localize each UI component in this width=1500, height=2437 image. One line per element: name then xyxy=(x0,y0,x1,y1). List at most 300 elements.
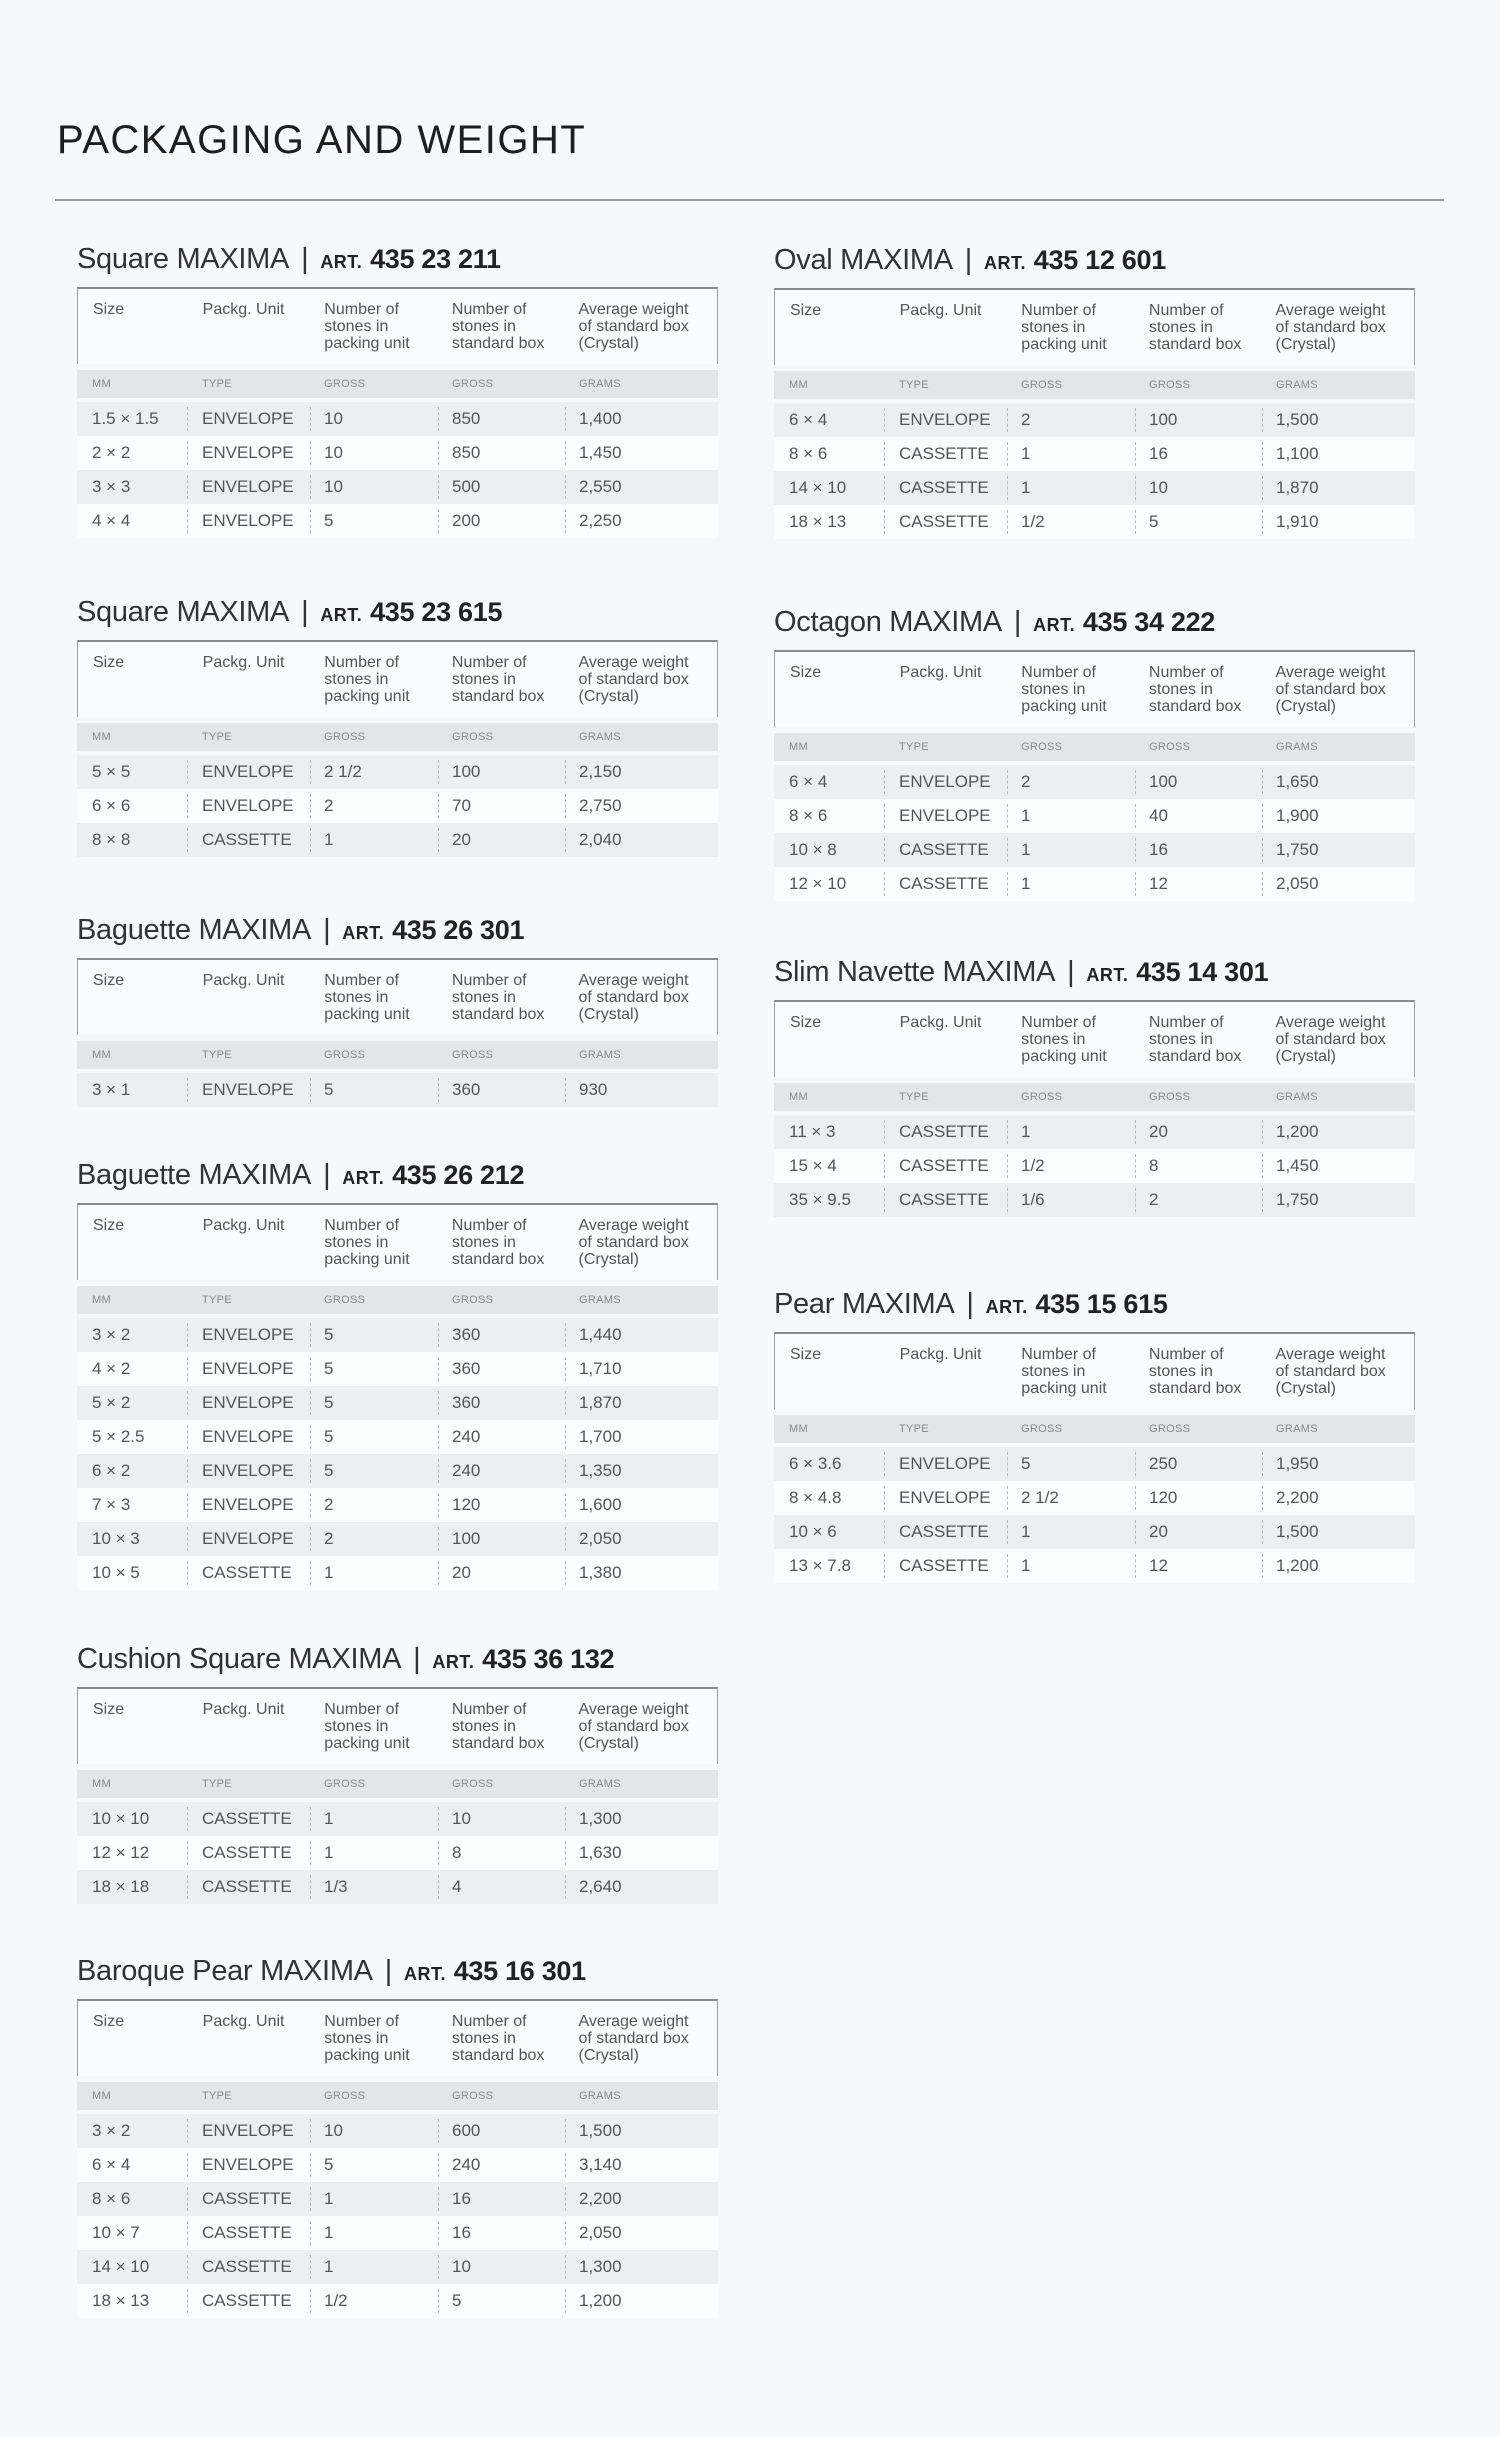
table-cell: 1,450 xyxy=(1262,1154,1415,1178)
table-cell: 2,150 xyxy=(565,760,718,784)
table-cell: ENVELOPE xyxy=(187,407,310,431)
table-cell: 1 xyxy=(1007,838,1135,862)
table-cell: 1,750 xyxy=(1262,1188,1415,1212)
table-cell: 100 xyxy=(1135,408,1262,432)
table-cell: ENVELOPE xyxy=(884,770,1007,794)
table-cell: 10 × 10 xyxy=(92,1809,150,1828)
table-cell: 5 xyxy=(310,1357,438,1381)
unit-label: TYPE xyxy=(899,741,929,753)
table-row xyxy=(77,1870,718,1904)
table-cell: 1 xyxy=(1007,804,1135,828)
table-cell: 2 1/2 xyxy=(310,760,438,784)
art-number: 435 15 615 xyxy=(1035,1289,1168,1319)
art-number: 435 16 301 xyxy=(453,1956,586,1986)
column-header: Average weight of standard box (Crystal) xyxy=(578,972,689,1023)
unit-label: TYPE xyxy=(202,378,232,390)
table-row xyxy=(77,504,718,538)
table-cell: 600 xyxy=(438,2119,565,2143)
title-separator: | xyxy=(964,244,973,276)
section-title xyxy=(77,596,718,628)
table-cell: 10 xyxy=(1135,476,1262,500)
table-cell: 250 xyxy=(1135,1452,1262,1476)
table-cell: 1,380 xyxy=(565,1561,718,1585)
section-title xyxy=(774,1288,1415,1320)
column-headers xyxy=(77,958,718,1035)
table-row xyxy=(77,1386,718,1420)
unit-label: GROSS xyxy=(324,731,366,743)
table-cell: 40 xyxy=(1135,804,1262,828)
column-header: Number of stones in packing unit xyxy=(324,972,410,1023)
table-cell: 10 × 7 xyxy=(92,2223,140,2242)
table-cell: 120 xyxy=(438,1493,565,1517)
units-row xyxy=(77,1041,718,1069)
column-header: Average weight of standard box (Crystal) xyxy=(1275,1346,1386,1397)
art-label: ART. xyxy=(403,1964,446,1984)
product-table-10 xyxy=(774,1288,1415,1583)
title-separator: | xyxy=(1067,956,1075,988)
unit-label: GRAMS xyxy=(1276,379,1318,391)
table-cell: 14 × 10 xyxy=(789,478,847,497)
table-row xyxy=(77,1352,718,1386)
section-title xyxy=(774,244,1415,276)
table-cell: 10 × 6 xyxy=(789,1522,837,1541)
table-cell: ENVELOPE xyxy=(187,441,310,465)
unit-label: GROSS xyxy=(452,1778,494,1790)
table-cell: ENVELOPE xyxy=(884,1486,1007,1510)
table-cell: CASSETTE xyxy=(884,476,1007,500)
column-header: Number of stones in standard box xyxy=(451,654,545,705)
unit-label: TYPE xyxy=(899,379,929,391)
unit-label: MM xyxy=(92,2090,111,2102)
table-row xyxy=(774,471,1415,505)
table-cell: 5 xyxy=(310,509,438,533)
table-row xyxy=(774,1183,1415,1217)
table-cell: 6 × 2 xyxy=(92,1461,131,1480)
table-cell: ENVELOPE xyxy=(187,1391,310,1415)
unit-label: GROSS xyxy=(1149,1423,1191,1435)
table-cell: 3 × 2 xyxy=(92,1325,131,1344)
table-row xyxy=(774,403,1415,437)
table-cell: 5 xyxy=(1007,1452,1135,1476)
table-cell: 1.5 × 1.5 xyxy=(92,409,159,428)
section-title xyxy=(77,914,718,946)
unit-label: MM xyxy=(92,1778,111,1790)
table-cell: 16 xyxy=(438,2187,565,2211)
table-cell: ENVELOPE xyxy=(187,509,310,533)
table-cell: 1 xyxy=(310,1561,438,1585)
table-cell: 5 xyxy=(310,2153,438,2177)
section-title xyxy=(77,243,718,275)
table-cell: 240 xyxy=(438,1425,565,1449)
table-cell: 15 × 4 xyxy=(789,1156,837,1175)
column-header: Number of stones in standard box xyxy=(451,1701,545,1752)
unit-label: GROSS xyxy=(452,378,494,390)
units-row xyxy=(774,371,1415,399)
column-header: Size xyxy=(93,654,125,671)
column-header: Number of stones in standard box xyxy=(451,301,545,352)
table-cell: 18 × 18 xyxy=(92,1877,150,1896)
section-title xyxy=(77,1159,718,1191)
table-cell: 1/6 xyxy=(1007,1188,1135,1212)
table-cell: 10 xyxy=(310,2119,438,2143)
product-name: Baguette MAXIMA xyxy=(77,1159,312,1191)
table-cell: 1/2 xyxy=(1007,1154,1135,1178)
units-row xyxy=(77,1770,718,1798)
section-title xyxy=(774,956,1415,988)
table-cell: 20 xyxy=(438,1561,565,1585)
column-header: Number of stones in packing unit xyxy=(324,1217,410,1268)
page-title: PACKAGING AND WEIGHT xyxy=(57,118,587,162)
unit-label: TYPE xyxy=(202,1778,232,1790)
column-header: Number of stones in packing unit xyxy=(324,654,410,705)
column-header: Average weight of standard box (Crystal) xyxy=(578,654,689,705)
table-cell: 1/3 xyxy=(310,1875,438,1899)
column-header: Packg. Unit xyxy=(899,1014,982,1031)
product-table-3 xyxy=(77,914,718,1107)
product-name: Slim Navette MAXIMA xyxy=(774,956,1056,988)
table-row xyxy=(77,402,718,436)
table-cell: 11 × 3 xyxy=(789,1122,836,1141)
column-header: Average weight of standard box (Crystal) xyxy=(1275,1014,1386,1065)
unit-label: TYPE xyxy=(899,1423,929,1435)
unit-label: TYPE xyxy=(899,1091,929,1103)
product-name: Oval MAXIMA xyxy=(774,244,953,276)
table-cell: 5 xyxy=(310,1459,438,1483)
column-header: Packg. Unit xyxy=(202,301,285,318)
table-row xyxy=(77,1073,718,1107)
table-cell: 1,500 xyxy=(1262,1520,1415,1544)
table-cell: 1,600 xyxy=(565,1493,718,1517)
units-row xyxy=(774,1083,1415,1111)
unit-label: TYPE xyxy=(202,1049,232,1061)
table-cell: 1/2 xyxy=(310,2289,438,2313)
table-cell: CASSETTE xyxy=(187,828,310,852)
table-cell: 13 × 7.8 xyxy=(789,1556,851,1575)
table-row xyxy=(77,2114,718,2148)
table-cell: ENVELOPE xyxy=(187,760,310,784)
table-row xyxy=(77,1488,718,1522)
table-cell: CASSETTE xyxy=(884,838,1007,862)
table-cell: CASSETTE xyxy=(884,1154,1007,1178)
units-row xyxy=(77,370,718,398)
unit-label: MM xyxy=(789,741,808,753)
title-separator: | xyxy=(301,596,309,628)
table-cell: 1 xyxy=(310,2221,438,2245)
table-row xyxy=(774,1149,1415,1183)
unit-label: GROSS xyxy=(1021,379,1063,391)
column-header: Number of stones in packing unit xyxy=(1021,1346,1107,1397)
table-cell: CASSETTE xyxy=(187,2255,310,2279)
unit-label: MM xyxy=(92,1049,111,1061)
unit-label: GROSS xyxy=(1149,741,1191,753)
table-cell: 4 × 2 xyxy=(92,1359,131,1378)
table-cell: 100 xyxy=(438,760,565,784)
table-cell: 1,650 xyxy=(1262,770,1415,794)
table-cell: 1 xyxy=(1007,476,1135,500)
table-cell: 1/2 xyxy=(1007,510,1135,534)
table-cell: 6 × 3.6 xyxy=(789,1454,842,1473)
table-row xyxy=(77,470,718,504)
table-cell: 1 xyxy=(1007,872,1135,896)
table-row xyxy=(774,1515,1415,1549)
table-cell: 1,350 xyxy=(565,1459,718,1483)
unit-label: GROSS xyxy=(1021,741,1063,753)
table-cell: 1,300 xyxy=(565,1807,718,1831)
column-header: Size xyxy=(790,302,822,319)
table-cell: 1,200 xyxy=(565,2289,718,2313)
art-label: ART. xyxy=(1086,965,1129,985)
table-cell: CASSETTE xyxy=(187,1807,310,1831)
table-cell: 6 × 4 xyxy=(92,2155,131,2174)
table-cell: ENVELOPE xyxy=(187,475,310,499)
title-separator: | xyxy=(301,243,309,275)
table-cell: 2 xyxy=(1135,1188,1262,1212)
table-cell: 1,870 xyxy=(1262,476,1415,500)
table-cell: ENVELOPE xyxy=(187,1078,310,1102)
column-header: Size xyxy=(790,1346,822,1363)
table-cell: 360 xyxy=(438,1357,565,1381)
section-title xyxy=(77,1955,718,1987)
table-cell: 1 xyxy=(1007,442,1135,466)
table-row xyxy=(774,867,1415,901)
table-cell: ENVELOPE xyxy=(884,1452,1007,1476)
table-row xyxy=(774,1549,1415,1583)
column-header: Number of stones in standard box xyxy=(451,1217,545,1268)
table-cell: 6 × 6 xyxy=(92,796,131,815)
table-cell: 2 × 2 xyxy=(92,443,131,462)
table-cell: 10 xyxy=(310,407,438,431)
table-cell: 2,200 xyxy=(1262,1486,1415,1510)
column-headers xyxy=(774,1332,1415,1409)
art-number: 435 23 615 xyxy=(370,597,503,627)
table-cell: 1,100 xyxy=(1262,442,1415,466)
unit-label: GRAMS xyxy=(579,378,621,390)
table-cell: 850 xyxy=(438,407,565,431)
table-cell: 1,400 xyxy=(565,407,718,431)
table-cell: 5 xyxy=(1135,510,1262,534)
table-row xyxy=(77,1556,718,1590)
table-row xyxy=(77,1454,718,1488)
table-cell: 1,700 xyxy=(565,1425,718,1449)
table-cell: 2 xyxy=(310,794,438,818)
table-cell: 1 xyxy=(310,1807,438,1831)
table-cell: ENVELOPE xyxy=(187,794,310,818)
unit-label: GROSS xyxy=(324,2090,366,2102)
table-cell: 20 xyxy=(1135,1520,1262,1544)
unit-label: MM xyxy=(789,1423,808,1435)
table-cell: 3 × 3 xyxy=(92,477,131,496)
table-cell: 240 xyxy=(438,1459,565,1483)
art-number: 435 34 222 xyxy=(1082,607,1216,637)
table-cell: 2 xyxy=(310,1527,438,1551)
table-cell: 120 xyxy=(1135,1486,1262,1510)
product-name: Square MAXIMA xyxy=(77,596,290,628)
table-cell: 1,630 xyxy=(565,1841,718,1865)
units-row xyxy=(77,723,718,751)
table-cell: 10 xyxy=(310,441,438,465)
table-cell: CASSETTE xyxy=(884,1120,1007,1144)
table-cell: 10 xyxy=(438,2255,565,2279)
art-label: ART. xyxy=(984,253,1027,273)
table-cell: 2,050 xyxy=(1262,872,1415,896)
unit-label: GRAMS xyxy=(579,731,621,743)
table-row xyxy=(77,2284,718,2318)
table-cell: 4 × 4 xyxy=(92,511,131,530)
table-cell: 8 xyxy=(1135,1154,1262,1178)
table-row xyxy=(77,2148,718,2182)
table-cell: 18 × 13 xyxy=(92,2291,150,2310)
table-cell: CASSETTE xyxy=(187,2187,310,2211)
table-cell: 16 xyxy=(1135,838,1262,862)
product-table-6 xyxy=(77,1955,718,2318)
table-cell: 1 xyxy=(310,1841,438,1865)
table-cell: CASSETTE xyxy=(187,2289,310,2313)
table-row xyxy=(774,765,1415,799)
table-cell: CASSETTE xyxy=(187,2221,310,2245)
table-cell: 16 xyxy=(438,2221,565,2245)
table-cell: 200 xyxy=(438,509,565,533)
table-cell: 10 × 8 xyxy=(789,840,837,859)
product-name: Baroque Pear MAXIMA xyxy=(77,1955,373,1987)
column-header: Number of stones in standard box xyxy=(451,972,545,1023)
unit-label: GROSS xyxy=(1021,1091,1063,1103)
table-cell: ENVELOPE xyxy=(187,1425,310,1449)
table-cell: 70 xyxy=(438,794,565,818)
table-cell: CASSETTE xyxy=(187,1561,310,1585)
unit-label: GROSS xyxy=(324,378,366,390)
unit-label: GRAMS xyxy=(1276,1091,1318,1103)
table-cell: 1,300 xyxy=(565,2255,718,2279)
unit-label: GROSS xyxy=(324,1049,366,1061)
unit-label: TYPE xyxy=(202,2090,232,2102)
table-cell: ENVELOPE xyxy=(187,1459,310,1483)
table-row xyxy=(77,1802,718,1836)
table-cell: 10 × 5 xyxy=(92,1563,140,1582)
table-row xyxy=(77,1836,718,1870)
table-cell: ENVELOPE xyxy=(884,408,1007,432)
table-cell: 5 × 2.5 xyxy=(92,1427,145,1446)
column-header: Packg. Unit xyxy=(202,1701,285,1718)
table-cell: 1 xyxy=(310,828,438,852)
section-title xyxy=(774,606,1415,638)
table-cell: 20 xyxy=(438,828,565,852)
column-header: Number of stones in standard box xyxy=(1148,1346,1242,1397)
column-header: Number of stones in packing unit xyxy=(1021,302,1107,353)
column-header: Size xyxy=(790,1014,822,1031)
unit-label: GRAMS xyxy=(1276,741,1318,753)
table-cell: 1,440 xyxy=(565,1323,718,1347)
table-row xyxy=(774,799,1415,833)
table-row xyxy=(77,2216,718,2250)
column-header: Average weight of standard box (Crystal) xyxy=(578,2013,689,2064)
product-table-9 xyxy=(774,956,1415,1217)
art-number: 435 26 301 xyxy=(392,915,525,945)
unit-label: GROSS xyxy=(1149,1091,1191,1103)
title-separator: | xyxy=(966,1288,974,1320)
table-cell: ENVELOPE xyxy=(187,2119,310,2143)
unit-label: GRAMS xyxy=(1276,1423,1318,1435)
unit-label: MM xyxy=(92,378,111,390)
product-table-8 xyxy=(774,606,1415,901)
column-header: Average weight of standard box (Crystal) xyxy=(578,1217,689,1268)
column-headers xyxy=(77,1999,718,2076)
unit-label: GRAMS xyxy=(579,1294,621,1306)
table-cell: 360 xyxy=(438,1323,565,1347)
column-header: Size xyxy=(93,2013,125,2030)
table-cell: 2,050 xyxy=(565,1527,718,1551)
table-cell: CASSETTE xyxy=(884,1520,1007,1544)
table-cell: 5 xyxy=(438,2289,565,2313)
table-cell: ENVELOPE xyxy=(187,1493,310,1517)
table-cell: ENVELOPE xyxy=(187,1527,310,1551)
table-cell: 18 × 13 xyxy=(789,512,847,531)
table-cell: 2,640 xyxy=(565,1875,718,1899)
unit-label: GRAMS xyxy=(579,1049,621,1061)
table-cell: 1,950 xyxy=(1262,1452,1415,1476)
unit-label: MM xyxy=(92,1294,111,1306)
table-cell: 930 xyxy=(565,1078,718,1102)
table-cell: ENVELOPE xyxy=(187,1357,310,1381)
art-label: ART. xyxy=(342,1168,385,1188)
unit-label: GRAMS xyxy=(579,2090,621,2102)
table-cell: 4 xyxy=(438,1875,565,1899)
unit-label: GROSS xyxy=(1021,1423,1063,1435)
table-cell: CASSETTE xyxy=(884,1188,1007,1212)
column-headers xyxy=(774,288,1415,365)
units-row xyxy=(774,1415,1415,1443)
table-cell: CASSETTE xyxy=(187,1841,310,1865)
art-number: 435 26 212 xyxy=(392,1160,525,1190)
table-cell: CASSETTE xyxy=(884,872,1007,896)
column-header: Number of stones in packing unit xyxy=(324,301,410,352)
table-cell: 1 xyxy=(310,2187,438,2211)
table-cell: 12 xyxy=(1135,1554,1262,1578)
column-headers xyxy=(77,1203,718,1280)
unit-label: GROSS xyxy=(452,1294,494,1306)
unit-label: TYPE xyxy=(202,1294,232,1306)
table-cell: 240 xyxy=(438,2153,565,2177)
table-row xyxy=(774,505,1415,539)
table-cell: 500 xyxy=(438,475,565,499)
table-row xyxy=(77,436,718,470)
art-number: 435 23 211 xyxy=(370,244,501,274)
units-row xyxy=(774,733,1415,761)
art-label: ART. xyxy=(342,923,385,943)
column-header: Packg. Unit xyxy=(899,1346,982,1363)
product-name: Baguette MAXIMA xyxy=(77,914,312,946)
column-header: Number of stones in standard box xyxy=(451,2013,545,2064)
table-cell: 1,500 xyxy=(565,2119,718,2143)
table-row xyxy=(774,1481,1415,1515)
product-name: Pear MAXIMA xyxy=(774,1288,955,1320)
table-cell: 2 xyxy=(310,1493,438,1517)
unit-label: GROSS xyxy=(324,1778,366,1790)
column-header: Number of stones in standard box xyxy=(1148,1014,1242,1065)
column-header: Number of stones in packing unit xyxy=(1021,664,1107,715)
table-cell: 2,050 xyxy=(565,2221,718,2245)
column-header: Number of stones in standard box xyxy=(1148,664,1242,715)
table-cell: 16 xyxy=(1135,442,1262,466)
title-separator: | xyxy=(323,914,331,946)
table-cell: 2,750 xyxy=(565,794,718,818)
table-cell: 8 × 8 xyxy=(92,830,131,849)
table-cell: 10 xyxy=(310,475,438,499)
column-header: Size xyxy=(93,972,125,989)
table-row xyxy=(774,1115,1415,1149)
title-separator: | xyxy=(384,1955,392,1987)
table-cell: 5 × 2 xyxy=(92,1393,131,1412)
table-cell: CASSETTE xyxy=(187,1875,310,1899)
